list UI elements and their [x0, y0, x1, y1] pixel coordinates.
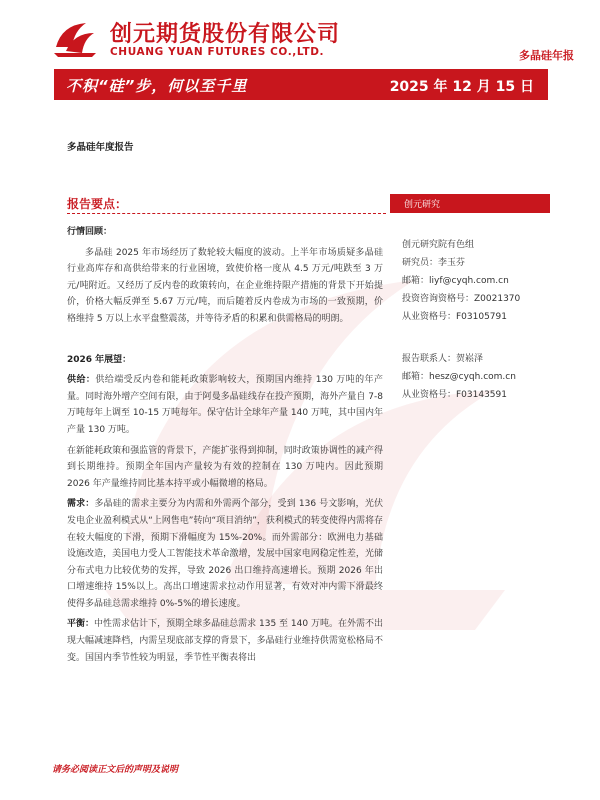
- title-banner: [54, 69, 548, 100]
- supply-paragraph-2: 在新能耗政策和强监管的背景下，产能扩张得到抑制，同时政策协调性的减产得到长期维持。预期全年国内产量较为有效的控制在 130 万吨内。因此预期 2026 年产量维持同比基本持平或小幅微增的格局。: [67, 445, 383, 489]
- review-paragraph: 多晶硅 2025 年市场经历了数轮较大幅度的波动。上半年市场质疑多晶硅行业高库存和高供给带来的行业困境，致使价格一度从 4.5 万元/吨跌至 3 万元/吨附近。又经历了反内卷的政策转向，在企业维持限产措施的背景下开始提价，价格大幅反弹至 5.67 万元/吨，而后随着反内卷成为市场的一致预期，价格维持 5 万以上水平盘整震荡，并等待矛盾的积累和供需格局的明朗。: [67, 247, 383, 324]
- company-logo: [52, 17, 352, 67]
- outlook-heading: 2026 年展望：: [67, 354, 132, 365]
- supply-text: 供给端受反内卷和能耗政策影响较大，预期国内维持 130 万吨的年产量。同时海外增产空间有限，由于阿曼多晶硅线存在投产预期，海外产量自 7-8 万吨每年上调至 10-15 万吨每年。保守估计全球年产量 140 万吨，其中国内年产量 130 万吨。: [67, 375, 383, 435]
- balance-text: 中性需求估计下，预期全球多晶硅总需求 135 至 140 万吨。在外需不出现大幅减速降档，内需呈现底部支撑的背景下，多晶硅行业维持供需宽松格局不变。国国内季节性较为明显，季节性平衡表将出: [67, 619, 383, 663]
- analyst-advisory-no: 投资咨询资格号：Z0021370: [402, 294, 521, 304]
- contact-practice-no: 从业资格号：F03143591: [402, 390, 507, 400]
- divider: [67, 213, 386, 215]
- analyst-email[interactable]: 邮箱：liyf@cyqh.com.cn: [402, 276, 509, 286]
- sidebar-header: [390, 194, 550, 213]
- contact-email[interactable]: 邮箱：hesz@cyqh.com.cn: [402, 372, 516, 382]
- demand-paragraph: [67, 496, 383, 612]
- analyst-practice-no: 从业资格号：F03105791: [402, 312, 507, 322]
- key-points-heading: 报告要点：: [67, 197, 128, 211]
- report-date: 2025 年 12 月 15 日: [389, 79, 534, 95]
- report-type-label: 多晶硅年报: [519, 49, 574, 62]
- balance-paragraph: [67, 616, 383, 666]
- report-title: 不积“硅”步，何以至千里: [66, 77, 248, 95]
- contact-name: 报告联系人：贺崧泽: [402, 354, 484, 364]
- main-content: [67, 224, 383, 666]
- company-name-en: CHUANG YUAN FUTURES CO.,LTD.: [110, 46, 325, 58]
- footer-disclaimer: 请务必阅读正文后的声明及说明: [52, 765, 179, 775]
- demand-label: 需求：: [67, 499, 95, 510]
- report-subtitle: 多晶硅年度报告: [67, 142, 134, 153]
- team-name: 创元研究院有色组: [402, 240, 475, 250]
- balance-label: 平衡：: [67, 619, 95, 630]
- contact-info: [402, 350, 516, 404]
- analyst-info: [402, 236, 520, 326]
- sidebar-header-label: 创元研究: [404, 200, 441, 210]
- supply-paragraph: [67, 372, 383, 438]
- company-logo-icon: [52, 17, 98, 59]
- company-name-cn: 创元期货股份有限公司: [110, 22, 341, 47]
- review-heading: 行情回顾：: [67, 227, 113, 237]
- demand-text: 多晶硅的需求主要分为内需和外需两个部分，受到 136 号文影响，光伏发电企业盈利模式从“上网售电”转向“项目消纳”，获利模式的转变使得内需将存在较大幅度的下滑，预期下滑幅度为 15%-20%。而外需部分：欧洲电力基础设施改造，美国电力受人工智能技术革命激增，发展中国家电网稳定性差，光储分布式电力比较优势的发挥，导致 2026 出口维持高速增长。预期 2026 年出口增速维持 15%以上。高出口增速需求拉动作用显著，有效对冲内需下滑最终使得多晶硅总需求维持 0%-5%的增长速度。: [67, 499, 383, 609]
- supply-label: 供给：: [67, 375, 96, 386]
- analyst-name: 研究员：李玉芬: [402, 258, 466, 268]
